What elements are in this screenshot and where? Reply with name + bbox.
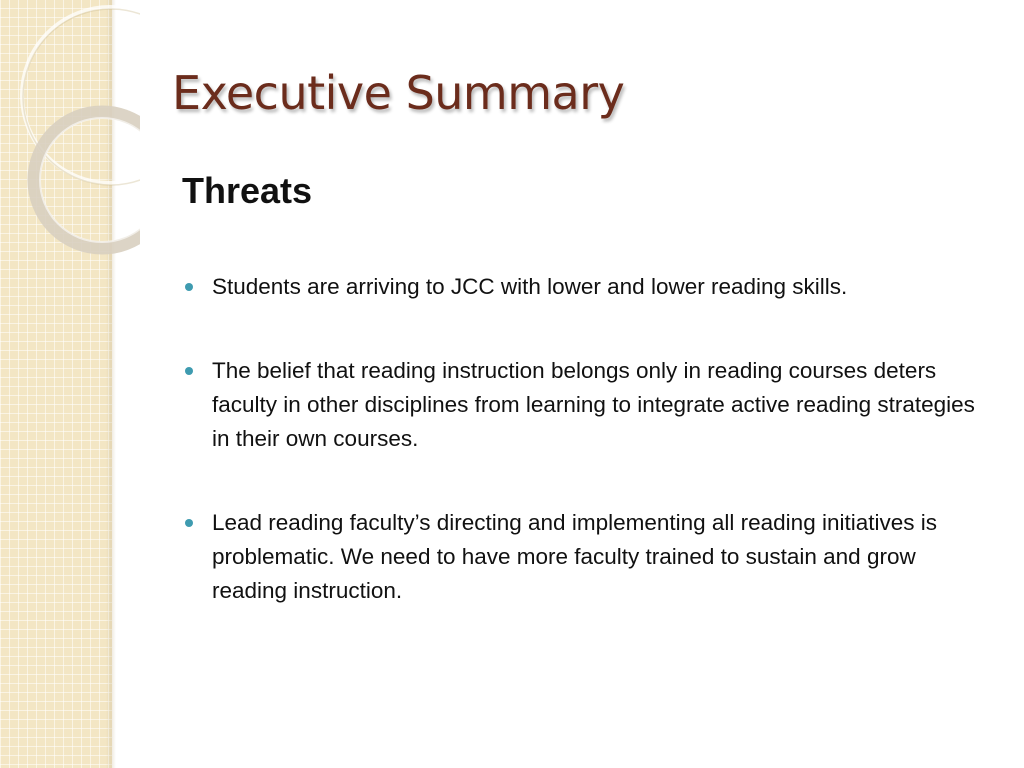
bullet-text: Students are arriving to JCC with lower and lower reading skills. bbox=[212, 274, 848, 299]
bullet-item bbox=[212, 354, 987, 456]
slide-title: Executive Summary bbox=[172, 66, 625, 120]
decorative-rings bbox=[0, 0, 140, 260]
bullet-dot-icon bbox=[185, 519, 193, 527]
bullet-item bbox=[212, 506, 987, 608]
bullet-dot-icon bbox=[185, 367, 193, 375]
bullet-text: Lead reading faculty’s directing and implementing all reading initiatives is problematic. We need to have more faculty trained to sustain and grow reading instruction. bbox=[212, 510, 937, 603]
bullet-text: The belief that reading instruction belongs only in reading courses deters faculty in other disciplines from learning to integrate active reading strategies in their own courses. bbox=[212, 358, 975, 451]
bullet-item bbox=[212, 270, 987, 304]
bullet-list bbox=[212, 270, 987, 658]
bullet-dot-icon bbox=[185, 283, 193, 291]
section-heading: Threats bbox=[182, 170, 313, 211]
